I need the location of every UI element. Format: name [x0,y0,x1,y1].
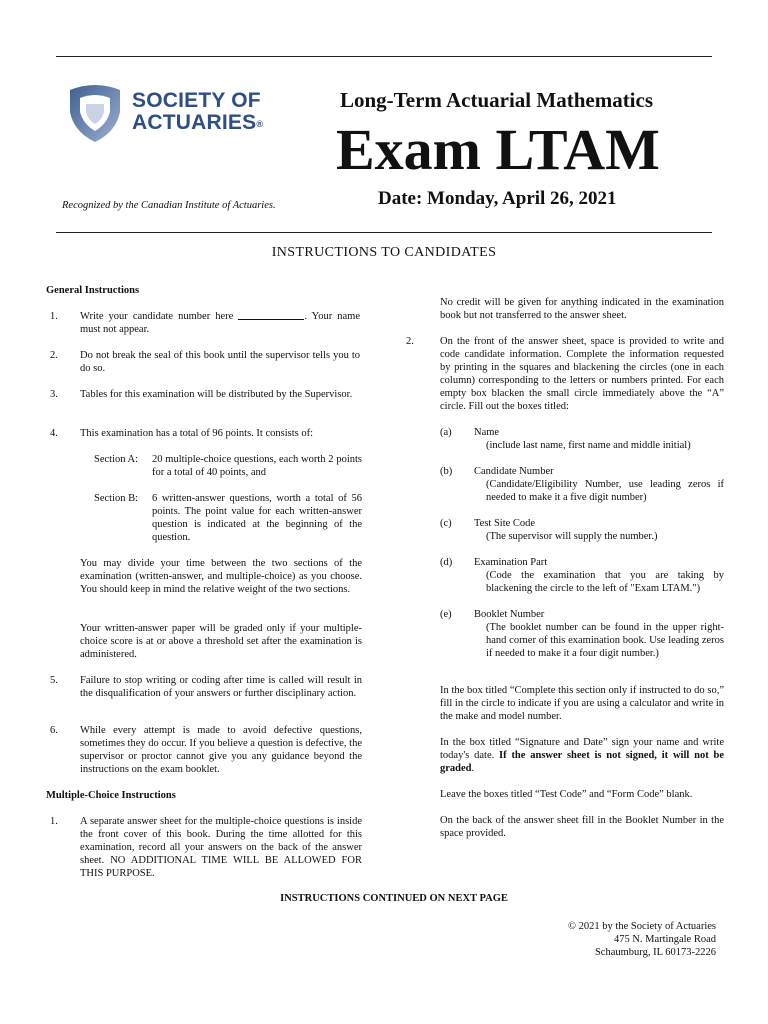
recognition-note: Recognized by the Canadian Institute of Actuaries. [62,200,276,211]
sub-text-b: (Candidate/Eligibility Number, use leading zeros if needed to make it a five digit number) [486,479,724,503]
right-item-2: On the front of the answer sheet, space is provided to write and code candidate information. Complete the information requested by printing in the squares and blackening the circles (one in each column) corresponding to the letters or numbers printed. For each empty box blacken the small circle immediately above the “A” circle. Fill out the boxes titled: [440,336,724,412]
sub-text-e: (The booklet number can be found in the upper right-hand corner of this examination book. Use leading zeros if needed to make it a four digit number.) [486,622,724,659]
section-b-text: 6 written-answer questions, worth a total of 56 points. The point value for each written-answer question is indicated at the beginning of the question. [152,493,362,543]
credit-paragraph: No credit will be given for anything indicated in the examination book but not transferred to the answer sheet. [440,297,724,321]
sub-label-c: (c) [440,518,452,529]
right-column [402,296,726,856]
header-rule [56,232,712,233]
sub-text-a: (include last name, first name and middle initial) [486,440,691,451]
logo-line1: SOCIETY OF [132,89,261,112]
general-item-2: Do not break the seal of this book until the supervisor tells you to do so. [80,350,360,374]
signature-paragraph: In the box titled “Signature and Date” sign your name and write today's date. If the answer sheet is not signed, it will not be graded. [440,737,725,774]
instructions-heading: INSTRUCTIONS TO CANDIDATES [271,245,497,260]
copyright-block [568,920,716,959]
item-number: 2. [50,350,58,361]
booklet-back-paragraph: On the back of the answer sheet fill in the Booklet Number in the space provided. [440,815,724,839]
item-number: 6. [50,725,58,736]
exam-subtitle: Long-Term Actuarial Mathematics [340,88,654,112]
sub-title-a: Name [474,427,500,438]
sub-label-b: (b) [440,466,453,477]
item-number: 1. [50,816,58,827]
registered-mark: ® [256,119,264,129]
exam-title: Exam LTAM [336,117,660,182]
calculator-paragraph: In the box titled “Complete this section only if instructed to do so,” fill in the circle to indicate if you are using a calculator and write in the make and model number. [440,685,724,722]
time-division-paragraph: You may divide your time between the two sections of the examination (written-answer, and multiple-choice) as you choose. You should keep in mind the relative weight of the two sections. [80,558,362,595]
item-number: 3. [50,389,58,400]
sub-text-c: (The supervisor will supply the number.) [486,531,658,542]
section-a-label: Section A: [94,454,139,465]
general-item-6: While every attempt is made to avoid defective questions, sometimes they do occur. If you believe a question is defective, the supervisor or proctor cannot give you any guidance beyond the instructions on the exam booklet. [80,725,362,775]
mc-item-1: A separate answer sheet for the multiple-choice questions is inside the front cover of this book. During the time allotted for this examination, record all your answers on the back of the answer sheet. NO ADDITIONAL TIME WILL BE ALLOWED FOR THIS PURPOSE. [80,816,362,879]
grading-paragraph: Your written-answer paper will be graded only if your multiple-choice score is at or above a threshold set after the examination is administered. [80,623,362,660]
item-number: 2. [406,336,414,347]
section-a-text: 20 multiple-choice questions, each worth 2 points for a total of 40 points, and [152,454,362,478]
candidate-number-blank [238,319,304,320]
top-rule [56,56,712,57]
left-column [46,284,366,884]
exam-date: Date: Monday, April 26, 2021 [378,188,617,209]
address-line-1: 475 N. Martingale Road [613,934,716,945]
section-b-label: Section B: [94,493,139,504]
sub-label-a: (a) [440,427,452,438]
soa-logo [64,82,264,148]
shield-icon [64,82,126,144]
sub-label-e: (e) [440,609,452,620]
sub-title-e: Booklet Number [474,609,545,620]
general-item-5: Failure to stop writing or coding after time is called will result in the disqualification of your answers or further disciplinary action. [80,675,362,699]
address-line-2: Schaumburg, IL 60173-2226 [594,947,716,958]
sub-title-d: Examination Part [474,557,548,568]
blank-boxes-paragraph: Leave the boxes titled “Test Code” and “Form Code” blank. [440,789,693,800]
copyright: © 2021 by the Society of Actuaries [568,921,716,932]
sub-title-b: Candidate Number [474,466,554,477]
logo-line2: ACTUARIES [132,111,257,134]
general-heading: General Instructions [46,285,140,296]
item-number: 1. [50,311,58,322]
sub-title-c: Test Site Code [474,518,536,529]
general-item-3: Tables for this examination will be distributed by the Supervisor. [80,389,353,400]
item-number: 5. [50,675,58,686]
general-item-1: Write your candidate number here . Your name must not appear. [80,311,360,335]
sub-label-d: (d) [440,557,453,568]
general-item-4: This examination has a total of 96 points. It consists of: [80,428,314,439]
sub-text-d: (Code the examination that you are taking by blackening the circle to the left of "Exam LTAM.") [486,570,724,594]
item-number: 4. [50,428,58,439]
continued-notice: INSTRUCTIONS CONTINUED ON NEXT PAGE [280,893,508,904]
mc-heading: Multiple-Choice Instructions [46,790,176,801]
